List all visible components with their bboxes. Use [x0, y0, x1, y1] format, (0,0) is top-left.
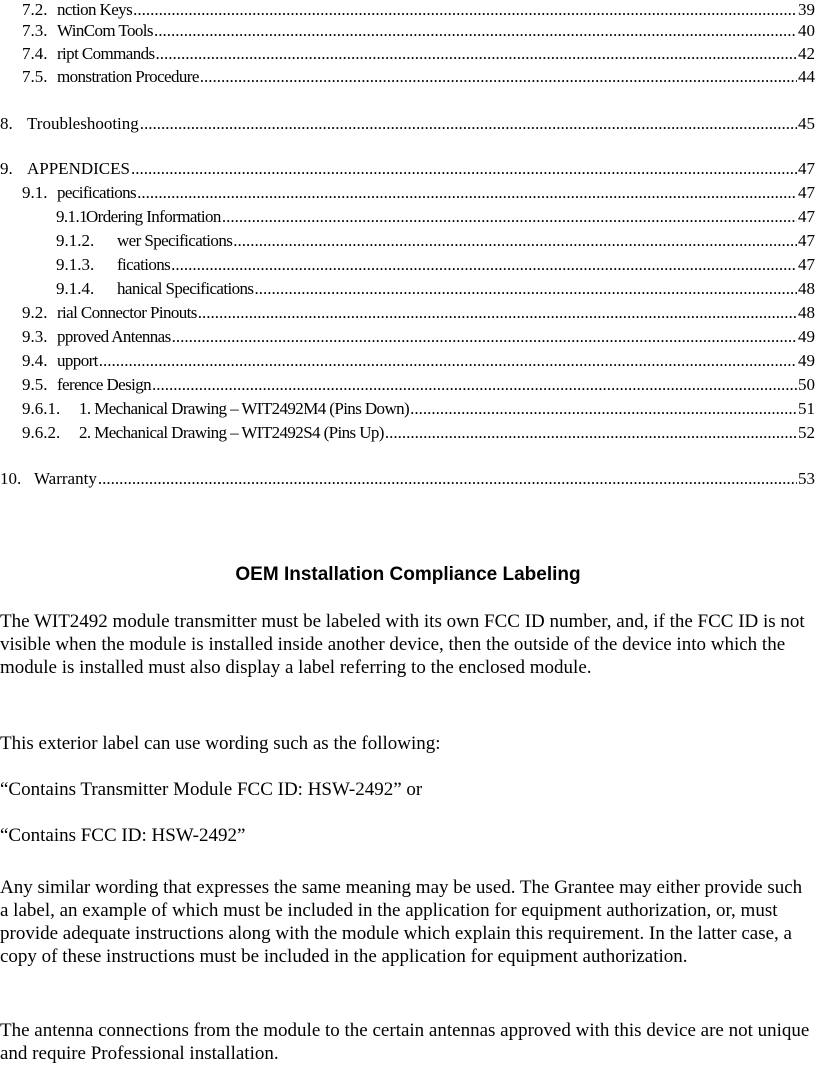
toc-leader-dots — [172, 327, 797, 347]
toc-leader-dots — [200, 67, 797, 87]
toc-leader-dots — [198, 303, 797, 323]
toc-entry-number: 9.1.2. — [56, 231, 95, 250]
toc-entry-title: WinCom Tools — [57, 21, 153, 40]
toc-entry-number: 9.1.3. — [56, 255, 95, 274]
toc-entry-9-2[interactable] — [22, 303, 815, 323]
toc-entry-title: Troubleshooting — [27, 114, 139, 133]
toc-entry-number: 7.5. — [22, 67, 48, 86]
toc-entry-page: 44 — [798, 67, 815, 86]
toc-entry-9-1-4[interactable] — [56, 279, 815, 299]
toc-leader-dots — [233, 231, 797, 251]
toc-entry-number: 9. — [0, 159, 13, 178]
toc-leader-dots — [254, 279, 797, 299]
toc-leader-dots — [152, 375, 797, 395]
toc-entry-page: 49 — [798, 327, 815, 346]
paragraph-wording-example-2: “Contains FCC ID: HSW-2492” — [0, 825, 246, 846]
toc-leader-dots — [133, 0, 797, 20]
toc-entry-page: 47 — [798, 231, 815, 250]
toc-entry-title: upport — [57, 351, 98, 370]
toc-entry-number: 9.6.2. — [22, 423, 61, 442]
toc-entry-page: 48 — [798, 303, 815, 322]
toc-entry-title: fications — [117, 255, 171, 274]
toc-entry-title: pproved Antennas — [57, 327, 171, 346]
toc-entry-9-1-1[interactable] — [56, 207, 815, 227]
toc-entry-page: 52 — [798, 423, 815, 442]
toc-entry-7-3[interactable] — [22, 21, 815, 41]
toc-entry-number: 7.3. — [22, 21, 48, 40]
toc-entry-9-1[interactable] — [22, 183, 815, 203]
toc-leader-dots — [385, 423, 797, 443]
toc-entry-number: 8. — [0, 114, 13, 133]
paragraph-similar-wording: Any similar wording that expresses the same meaning may be used. The Grantee may either provide such a label, an example of which must be included in the application for equipment authorization, or, must provide adequate instructions along with the module which explain this requirement. In the latter case, a copy of these instructions must be included in the application for equipment authorization. — [0, 877, 803, 967]
toc-entry-page: 47 — [798, 255, 815, 274]
toc-leader-dots — [99, 351, 797, 371]
toc-entry-page: 48 — [798, 279, 815, 298]
toc-leader-dots — [410, 399, 797, 419]
toc-entry-title: Ordering Information — [86, 207, 221, 226]
toc-entry-number: 9.1. — [22, 183, 48, 202]
toc-entry-number: 9.3. — [22, 327, 48, 346]
toc-leader-dots — [154, 21, 797, 41]
paragraph-exterior-label: This exterior label can use wording such as the following: — [0, 733, 441, 754]
toc-entry-page: 53 — [798, 469, 815, 488]
toc-entry-9-6-1[interactable] — [22, 399, 815, 419]
toc-entry-title: Warranty — [34, 469, 97, 488]
toc-leader-dots — [140, 114, 797, 134]
toc-entry-title: wer Specifications — [117, 231, 233, 250]
toc-entry-title: 1. Mechanical Drawing – WIT2492M4 (Pins Down) — [79, 399, 410, 418]
toc-entry-number: 9.2. — [22, 303, 48, 322]
toc-entry-page: 47 — [798, 207, 815, 226]
toc-entry-7-5[interactable] — [22, 67, 815, 87]
toc-entry-number: 9.6.1. — [22, 399, 61, 418]
toc-leader-dots — [171, 255, 797, 275]
toc-entry-page: 49 — [798, 351, 815, 370]
toc-entry-number: 10. — [0, 469, 22, 488]
toc-entry-number: 9.1.1 — [56, 207, 88, 226]
paragraph-antenna-connections: The antenna connections from the module to the certain antennas approved with this device are not unique and require Professional installation. — [0, 1020, 810, 1064]
toc-entry-page: 51 — [798, 399, 815, 418]
toc-entry-9-4[interactable] — [22, 351, 815, 371]
toc-entry-8[interactable] — [0, 114, 815, 134]
toc-entry-title: APPENDICES — [27, 159, 130, 178]
toc-entry-page: 47 — [798, 183, 815, 202]
toc-leader-dots — [222, 207, 797, 227]
toc-entry-number: 9.1.4. — [56, 279, 95, 298]
toc-leader-dots — [137, 183, 797, 203]
toc-entry-page: 45 — [798, 114, 815, 133]
toc-entry-number: 9.5. — [22, 375, 48, 394]
toc-entry-number: 7.4. — [22, 44, 48, 63]
toc-entry-number: 7.2. — [22, 0, 48, 19]
toc-entry-9-6-2[interactable] — [22, 423, 815, 443]
toc-entry-title: ript Commands — [57, 44, 155, 63]
toc-leader-dots — [98, 469, 797, 489]
toc-entry-title: ference Design — [57, 375, 152, 394]
toc-entry-title: monstration Procedure — [57, 67, 199, 86]
toc-entry-9-1-2[interactable] — [56, 231, 815, 251]
section-heading: OEM Installation Compliance Labeling — [235, 564, 581, 585]
toc-entry-9[interactable] — [0, 159, 815, 179]
toc-leader-dots — [131, 159, 797, 179]
toc-entry-title: rial Connector Pinouts — [57, 303, 197, 322]
toc-entry-title: pecifications — [57, 183, 137, 202]
toc-entry-10[interactable] — [0, 469, 815, 489]
toc-entry-number: 9.4. — [22, 351, 48, 370]
toc-entry-7-4[interactable] — [22, 44, 815, 64]
toc-entry-page: 50 — [798, 375, 815, 394]
toc-leader-dots — [156, 44, 797, 64]
toc-entry-9-3[interactable] — [22, 327, 815, 347]
paragraph-labeling-requirement: The WIT2492 module transmitter must be labeled with its own FCC ID number, and, if the FCC ID is not visible when the module is installed inside another device, then the outside of the device into which the module is installed must also display a label referring to the enclosed module. — [0, 611, 805, 678]
toc-entry-9-5[interactable] — [22, 375, 815, 395]
toc-entry-title: nction Keys — [57, 0, 133, 19]
toc-entry-page: 39 — [798, 0, 815, 19]
toc-entry-7-2[interactable] — [22, 0, 815, 20]
toc-entry-page: 47 — [798, 159, 815, 178]
toc-entry-page: 42 — [798, 44, 815, 63]
paragraph-wording-example-1: “Contains Transmitter Module FCC ID: HSW-2492” or — [0, 779, 423, 800]
toc-entry-page: 40 — [798, 21, 815, 40]
toc-entry-title: 2. Mechanical Drawing – WIT2492S4 (Pins Up) — [79, 423, 384, 442]
toc-entry-9-1-3[interactable] — [56, 255, 815, 275]
toc-entry-title: hanical Specifications — [117, 279, 254, 298]
